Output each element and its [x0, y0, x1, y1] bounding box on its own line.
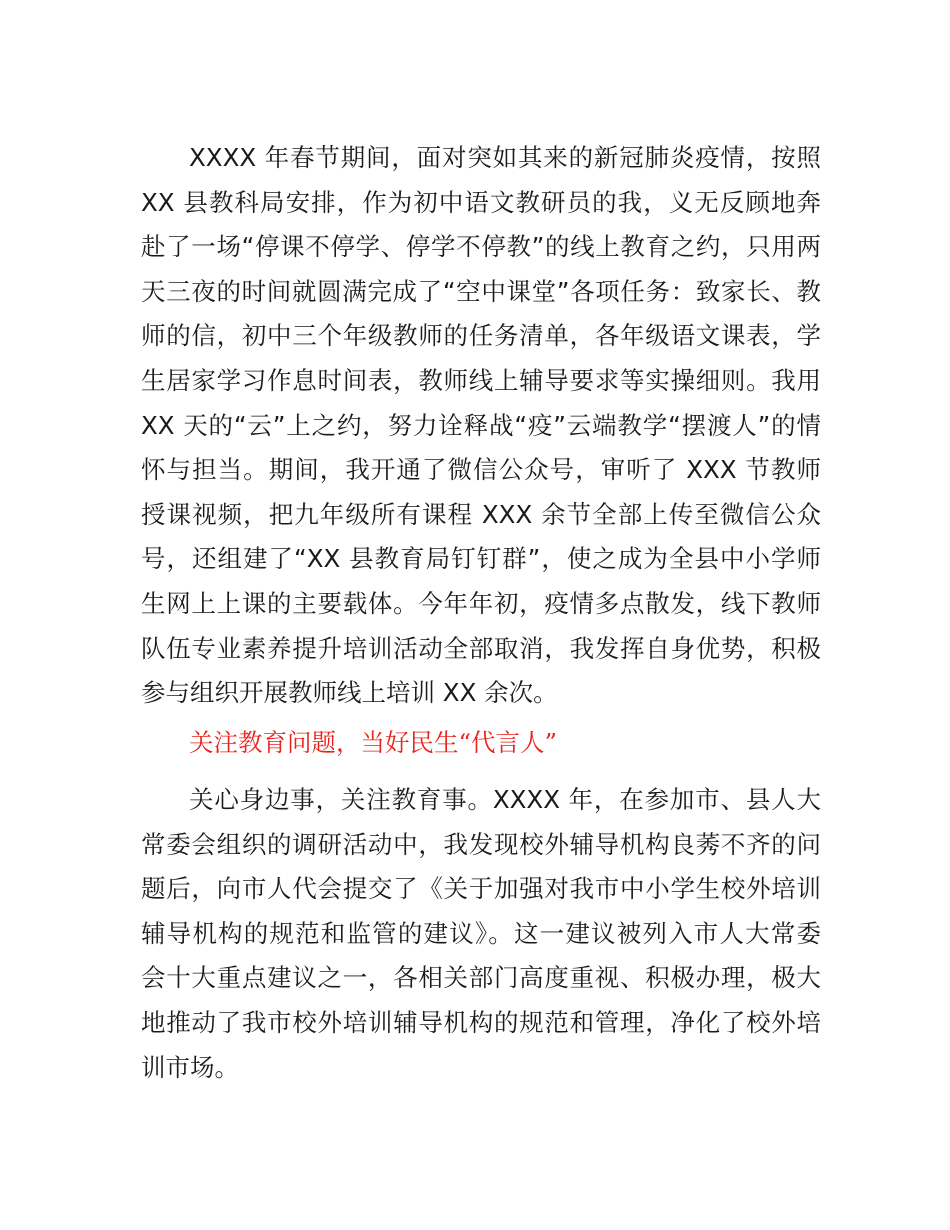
- section-heading: 关注教育问题，当好民生“代言人”: [189, 728, 558, 757]
- paragraph-line: 关心身边事，关注教育事。XXXX 年，在参加市、县人大: [189, 785, 821, 814]
- paragraph-2: [141, 778, 821, 1090]
- paragraph-line: 授课视频，把九年级所有课程 XXX 余节全部上传至微信公众: [141, 499, 821, 529]
- paragraph-line: 生居家学习作息时间表，教师线上辅导要求等实操细则。我用: [141, 365, 821, 395]
- paragraph-line: 参与组织开展教师线上培训 XX 余次。: [141, 678, 558, 708]
- paragraph-line: XX 天的“云”上之约，努力诠释战“疫”云端教学“摆渡人”的情: [141, 410, 821, 440]
- paragraph-line: 队伍专业素养提升培训活动全部取消，我发挥自身优势，积极: [141, 633, 821, 663]
- paragraph-line: 师的信，初中三个年级教师的任务清单，各年级语文课表，学: [141, 321, 821, 351]
- paragraph-line: XX 县教科局安排，作为初中语文教研员的我，义无反顾地奔: [141, 187, 821, 217]
- paragraph-1: [141, 136, 821, 716]
- paragraph-line: 辅导机构的规范和监管的建议》。这一建议被列入市人大常委: [141, 918, 821, 948]
- paragraph-line: 号，还组建了“XX 县教育局钉钉群”，使之成为全县中小学师: [141, 544, 821, 574]
- paragraph-line: 题后，向市人代会提交了《关于加强对我市中小学生校外培训: [141, 874, 821, 904]
- paragraph-line: 天三夜的时间就圆满完成了“空中课堂”各项任务：致家长、教: [141, 276, 821, 306]
- paragraph-line: 怀与担当。期间，我开通了微信公众号，审听了 XXX 节教师: [141, 455, 821, 485]
- paragraph-line: 赴了一场“停课不停学、停学不停教”的线上教育之约，只用两: [141, 232, 821, 262]
- paragraph-line: 常委会组织的调研活动中，我发现校外辅导机构良莠不齐的问: [141, 829, 821, 859]
- paragraph-line: XXXX 年春节期间，面对突如其来的新冠肺炎疫情，按照: [189, 143, 821, 172]
- paragraph-line: 地推动了我市校外培训辅导机构的规范和管理，净化了校外培: [141, 1007, 821, 1037]
- paragraph-line: 会十大重点建议之一，各相关部门高度重视、积极办理，极大: [141, 963, 821, 993]
- paragraph-line: 训市场。: [141, 1052, 239, 1082]
- paragraph-line: 生网上上课的主要载体。今年年初，疫情多点散发，线下教师: [141, 588, 821, 618]
